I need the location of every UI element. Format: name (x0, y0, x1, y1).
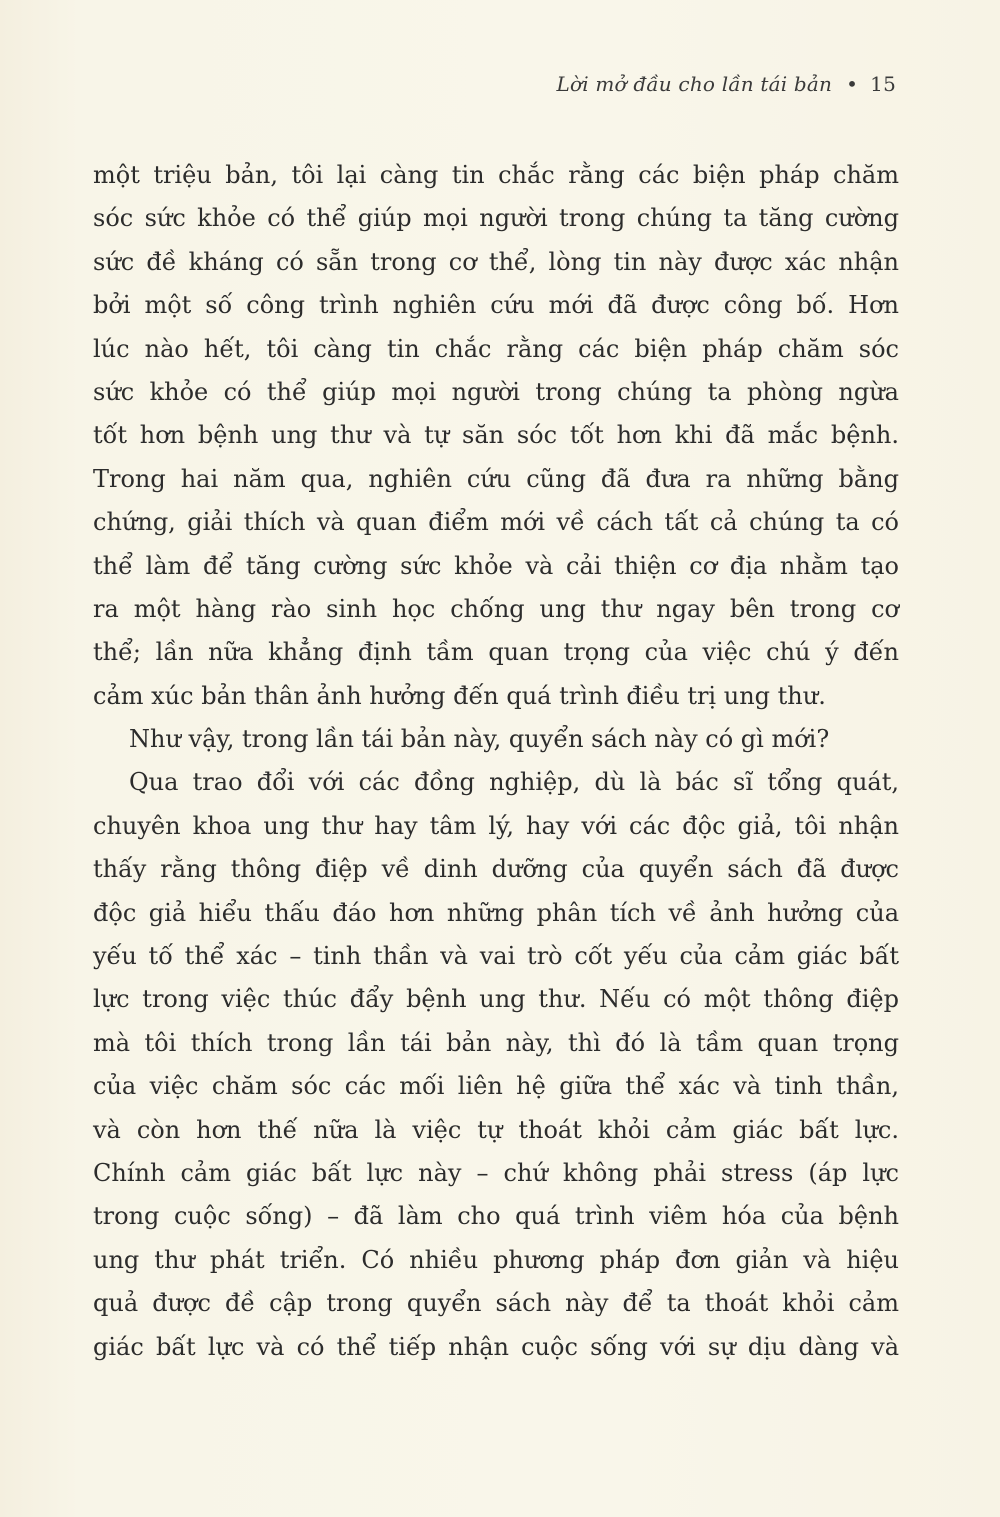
text-line: lúc nào hết, tôi càng tin chắc rằng các biện pháp chăm sóc (93, 334, 899, 363)
paragraph (93, 154, 899, 718)
text-line: sức khỏe có thể giúp mọi người trong chúng ta phòng ngừa (93, 377, 899, 406)
text-line: và còn hơn thế nữa là việc tự thoát khỏi cảm giác bất lực. (93, 1115, 899, 1144)
text-line: thể làm để tăng cường sức khỏe và cải thiện cơ địa nhằm tạo (93, 551, 899, 580)
text-line: Qua trao đổi với các đồng nghiệp, dù là bác sĩ tổng quát, (129, 768, 899, 797)
text-line: ung thư phát triển. Có nhiều phương pháp đơn giản và hiệu (93, 1245, 899, 1274)
paragraph (93, 718, 899, 761)
text-line: cảm xúc bản thân ảnh hưởng đến quá trình điều trị ung thư. (93, 681, 826, 710)
body-text (93, 154, 899, 1369)
text-line: Trong hai năm qua, nghiên cứu cũng đã đưa ra những bằng (93, 464, 899, 493)
text-line: bởi một số công trình nghiên cứu mới đã được công bố. Hơn (93, 291, 899, 320)
text-line: thấy rằng thông điệp về dinh dưỡng của quyển sách đã được (93, 855, 899, 884)
text-line: giác bất lực và có thể tiếp nhận cuộc sống với sự dịu dàng và (93, 1332, 899, 1361)
text-line: chuyên khoa ung thư hay tâm lý, hay với các độc giả, tôi nhận (93, 811, 899, 840)
text-line: độc giả hiểu thấu đáo hơn những phân tích về ảnh hưởng của (93, 898, 899, 927)
text-line: sức đề kháng có sẵn trong cơ thể, lòng tin này được xác nhận (93, 247, 899, 276)
text-line: Chính cảm giác bất lực này – chứ không phải stress (áp lực (93, 1158, 899, 1187)
page-number: 15 (870, 72, 896, 96)
text-line: ra một hàng rào sinh học chống ung thư ngay bên trong cơ (93, 594, 899, 623)
text-line: thể; lần nữa khẳng định tầm quan trọng của việc chú ý đến (93, 638, 899, 667)
text-line: quả được đề cập trong quyển sách này để ta thoát khỏi cảm (93, 1289, 899, 1318)
text-line: chứng, giải thích và quan điểm mới về cách tất cả chúng ta có (93, 508, 899, 537)
paragraph (93, 761, 899, 1368)
text-line: Như vậy, trong lần tái bản này, quyển sách này có gì mới? (129, 725, 830, 754)
running-head-title: Lời mở đầu cho lần tái bản (556, 72, 833, 96)
text-line: trong cuộc sống) – đã làm cho quá trình viêm hóa của bệnh (93, 1202, 899, 1231)
text-line: lực trong việc thúc đẩy bệnh ung thư. Nếu có một thông điệp (93, 985, 899, 1014)
text-line: yếu tố thể xác – tinh thần và vai trò cốt yếu của cảm giác bất (93, 942, 899, 971)
text-line: một triệu bản, tôi lại càng tin chắc rằng các biện pháp chăm (93, 161, 899, 189)
running-head-separator: • (846, 72, 859, 96)
text-line: mà tôi thích trong lần tái bản này, thì đó là tầm quan trọng (93, 1028, 899, 1057)
text-line: của việc chăm sóc các mối liên hệ giữa thể xác và tinh thần, (93, 1072, 899, 1101)
running-head (557, 72, 897, 96)
text-line: sóc sức khỏe có thể giúp mọi người trong chúng ta tăng cường (93, 204, 899, 233)
text-line: tốt hơn bệnh ung thư và tự săn sóc tốt hơn khi đã mắc bệnh. (93, 421, 899, 450)
